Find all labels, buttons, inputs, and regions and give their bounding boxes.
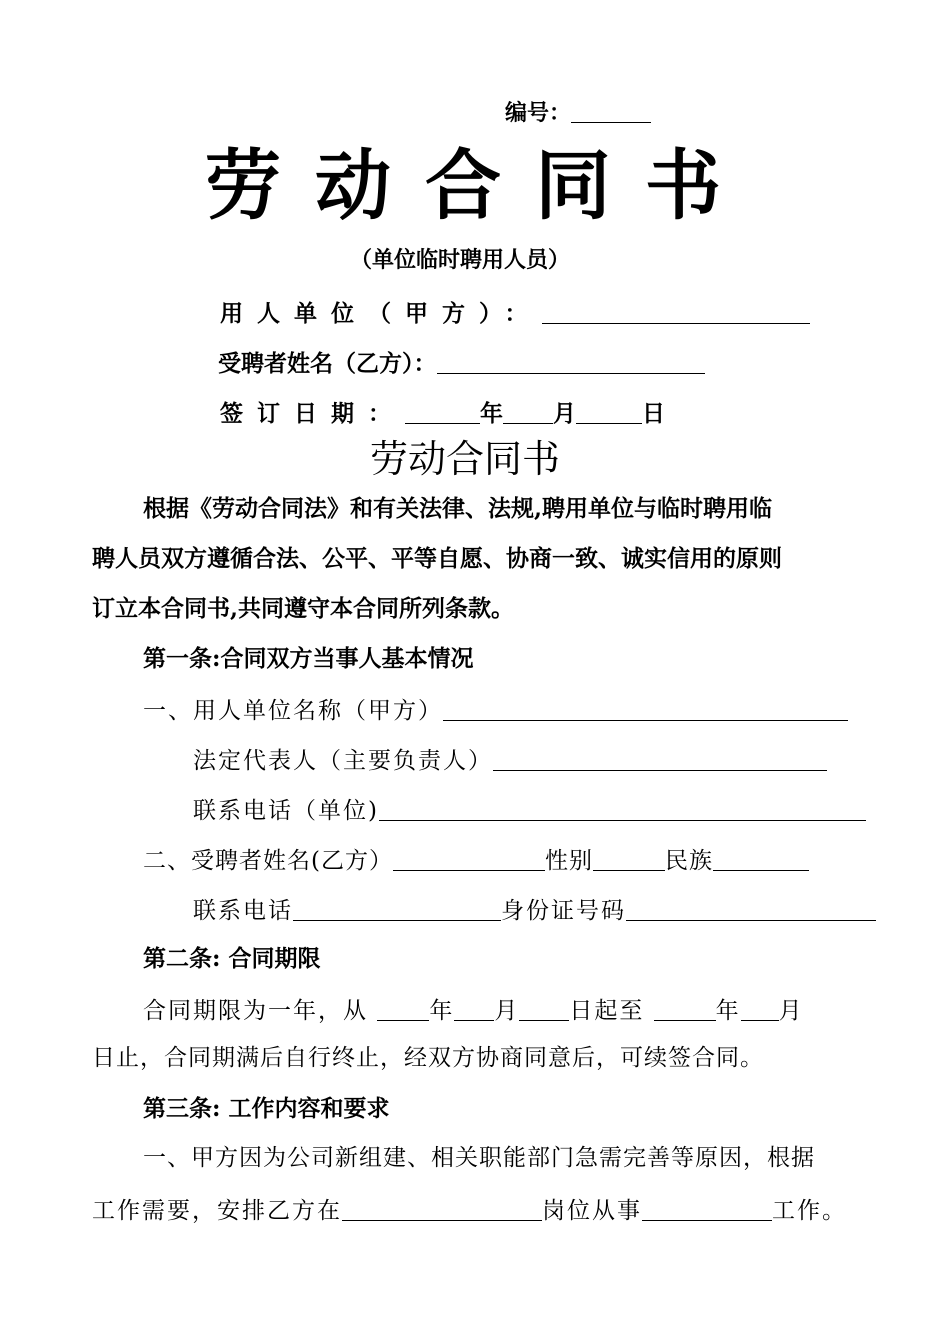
sign-date-label: 签订日期： (220, 401, 405, 427)
intro-line-3: 订立本合同书,共同遵守本合同所列条款。 (92, 595, 515, 622)
phone-label: 联系电话 (193, 898, 293, 924)
work-type-field[interactable] (642, 1197, 772, 1221)
article3-title: 第三条: 工作内容和要求 (143, 1095, 390, 1122)
start-day-label: 日 (569, 998, 595, 1024)
gender-field[interactable] (593, 847, 665, 871)
employee-name-field[interactable] (393, 847, 545, 871)
ethnicity-field[interactable] (713, 847, 809, 871)
employee-cover-field[interactable] (437, 350, 705, 374)
work-line-2 (92, 1197, 847, 1223)
employer-name-row (143, 697, 848, 723)
legal-rep-label: 法定代表人（主要负责人） (193, 748, 493, 774)
employee-info-row (143, 847, 809, 873)
id-label: 身份证号码 (501, 898, 626, 924)
start-day-field[interactable] (519, 997, 569, 1021)
employee-cover-label: 受聘者姓名（乙方）： (218, 351, 437, 377)
position-field[interactable] (342, 1197, 542, 1221)
work-line-1: 一、甲方因为公司新组建、相关职能部门急需完善等原因，根据 (143, 1145, 815, 1171)
employer-name-label: 一、用人单位名称（甲方） (143, 698, 443, 724)
start-year-label: 年 (429, 998, 455, 1024)
start-year-field[interactable] (377, 997, 429, 1021)
sign-month-field[interactable] (503, 400, 553, 424)
month-label: 月 (553, 401, 576, 427)
contract-number (505, 100, 651, 125)
start-month-field[interactable] (454, 997, 494, 1021)
unit-phone-field[interactable] (379, 797, 866, 821)
ethnicity-label: 民族 (664, 848, 713, 874)
page-title: 劳动合同书 (205, 141, 755, 230)
sign-day-field[interactable] (576, 400, 642, 424)
contact-row (193, 897, 876, 923)
gender-label: 性别 (544, 848, 593, 874)
term-line-2: 日止，合同期满后自行终止，经双方协商同意后，可续签合同。 (92, 1045, 764, 1071)
phone-field[interactable] (293, 897, 501, 921)
id-number-field[interactable] (626, 897, 876, 921)
intro-line-1: 根据《劳动合同法》和有关法律、法规,聘用单位与临时聘用临 (143, 495, 773, 522)
work-end-text: 工作。 (772, 1198, 847, 1224)
end-month-label: 月 (778, 998, 804, 1024)
intro-line-2: 聘人员双方遵循合法、公平、平等自愿、协商一致、诚实信用的原则 (92, 545, 782, 572)
employer-cover-row (220, 300, 810, 326)
day-label: 日 (642, 401, 665, 427)
employer-cover-field[interactable] (542, 300, 810, 324)
page-subtitle: （单位临时聘用人员） (350, 248, 571, 273)
legal-rep-field[interactable] (493, 747, 827, 771)
year-label: 年 (480, 401, 503, 427)
work-intro-text: 工作需要，安排乙方在 (92, 1198, 342, 1224)
employee-name-label: 二、受聘者姓名(乙方） (143, 848, 393, 874)
sign-date-row (220, 400, 665, 426)
employer-cover-label: 用人单位（甲方）： (220, 301, 542, 327)
employee-cover-row (218, 350, 705, 376)
position-label: 岗位从事 (542, 1198, 642, 1224)
article1-title: 第一条:合同双方当事人基本情况 (143, 645, 474, 672)
sign-year-field[interactable] (405, 400, 480, 424)
end-year-field[interactable] (654, 997, 716, 1021)
article2-title: 第二条: 合同期限 (143, 945, 321, 972)
employer-name-field[interactable] (443, 697, 848, 721)
contract-number-label: 编号： (505, 101, 572, 126)
legal-rep-row (193, 747, 827, 773)
end-month-field[interactable] (741, 997, 779, 1021)
contract-number-field[interactable] (571, 100, 651, 123)
term-intro-text: 合同期限为一年，从 (143, 998, 368, 1024)
term-to-text: 起至 (594, 998, 645, 1024)
unit-phone-label: 联系电话（单位) (193, 798, 379, 824)
unit-phone-row (193, 797, 866, 823)
start-month-label: 月 (494, 998, 520, 1024)
body-title: 劳动合同书 (370, 437, 561, 481)
term-line-1 (143, 997, 804, 1023)
end-year-label: 年 (715, 998, 741, 1024)
